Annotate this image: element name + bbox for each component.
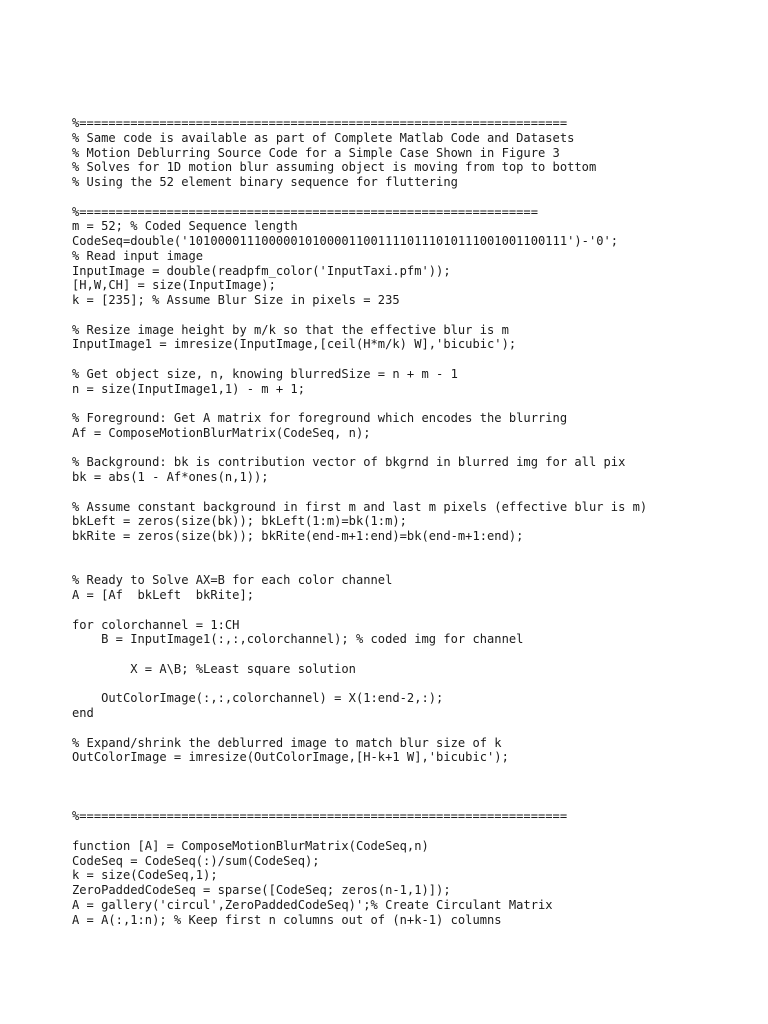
blank-line [72, 765, 647, 780]
blank-line [72, 544, 647, 559]
code-line: %=============================================================== [72, 204, 538, 219]
code-line: bkRite = zeros(size(bk)); bkRite(end-m+1:end)=bk(end-m+1:end); [72, 529, 524, 543]
code-line: CodeSeq=double('1010000111000001010000110011110111010111001001100111')-'0'; [72, 234, 619, 248]
code-line: A = gallery('circul',ZeroPaddedCodeSeq)';% Create Circulant Matrix [72, 897, 553, 912]
blank-line [72, 603, 647, 618]
code-line: % Foreground: Get A matrix for foreground which encodes the blurring [72, 411, 568, 425]
code-line: [H,W,CH] = size(InputImage); [72, 278, 276, 293]
code-line: % Ready to Solve AX=B for each color channel [72, 573, 393, 588]
code-line: %=================================================================== [72, 116, 568, 130]
code-line: % Solves for 1D motion blur assuming object is moving from top to bottom [72, 160, 597, 175]
code-line: ZeroPaddedCodeSeq = sparse([CodeSeq; zeros(n-1,1)]); [72, 883, 451, 897]
blank-line [72, 308, 647, 323]
code-line: OutColorImage(:,:,colorchannel) = X(1:end-2,:); [72, 691, 444, 706]
blank-line [72, 795, 647, 810]
code-line: %=================================================================== [72, 809, 568, 824]
blank-line [72, 824, 647, 839]
blank-line [72, 677, 647, 692]
matlab-code-listing [72, 116, 647, 927]
code-line: n = size(InputImage1,1) - m + 1; [72, 381, 305, 396]
code-line: X = A\B; %Least square solution [72, 661, 356, 676]
code-line: function [A] = ComposeMotionBlurMatrix(CodeSeq,n) [72, 838, 429, 853]
code-line: % Same code is available as part of Complete Matlab Code and Datasets [72, 130, 575, 145]
blank-line [72, 352, 647, 367]
code-line: bk = abs(1 - Af*ones(n,1)); [72, 470, 269, 484]
code-line: % Assume constant background in first m and last m pixels (effective blur is m) [72, 499, 648, 514]
blank-line [72, 721, 647, 736]
code-line: A = [Af bkLeft bkRite]; [72, 588, 255, 602]
code-line: m = 52; % Coded Sequence length [72, 219, 298, 234]
code-line: k = [235]; % Assume Blur Size in pixels = 235 [72, 293, 400, 307]
blank-line [72, 780, 647, 795]
blank-line [72, 559, 647, 574]
blank-line [72, 647, 647, 662]
code-line: % Expand/shrink the deblurred image to match blur size of k [72, 735, 502, 750]
code-line: A = A(:,1:n); % Keep first n columns out of (n+k-1) columns [72, 912, 502, 927]
code-line: bkLeft = zeros(size(bk)); bkLeft(1:m)=bk(1:m); [72, 514, 407, 529]
code-line: InputImage = double(readpfm_color('InputTaxi.pfm')); [72, 263, 451, 278]
blank-line [72, 190, 647, 205]
code-line: k = size(CodeSeq,1); [72, 868, 218, 883]
code-line: InputImage1 = imresize(InputImage,[ceil(H*m/k) W],'bicubic'); [72, 337, 517, 352]
code-line: OutColorImage = imresize(OutColorImage,[H-k+1 W],'bicubic'); [72, 750, 509, 765]
code-line: % Resize image height by m/k so that the effective blur is m [72, 322, 509, 337]
code-line: B = InputImage1(:,:,colorchannel); % coded img for channel [72, 632, 524, 647]
code-line: for colorchannel = 1:CH [72, 617, 240, 632]
code-line: CodeSeq = CodeSeq(:)/sum(CodeSeq); [72, 853, 320, 868]
blank-line [72, 485, 647, 500]
blank-line [72, 441, 647, 456]
code-line: end [72, 706, 94, 720]
code-line: % Using the 52 element binary sequence for fluttering [72, 175, 458, 189]
code-line: % Motion Deblurring Source Code for a Simple Case Shown in Figure 3 [72, 145, 560, 160]
code-line: % Read input image [72, 248, 204, 263]
code-line: % Background: bk is contribution vector of bkgrnd in blurred img for all pix [72, 455, 626, 470]
code-line: Af = ComposeMotionBlurMatrix(CodeSeq, n); [72, 425, 371, 440]
blank-line [72, 396, 647, 411]
code-line: % Get object size, n, knowing blurredSize = n + m - 1 [72, 366, 458, 381]
